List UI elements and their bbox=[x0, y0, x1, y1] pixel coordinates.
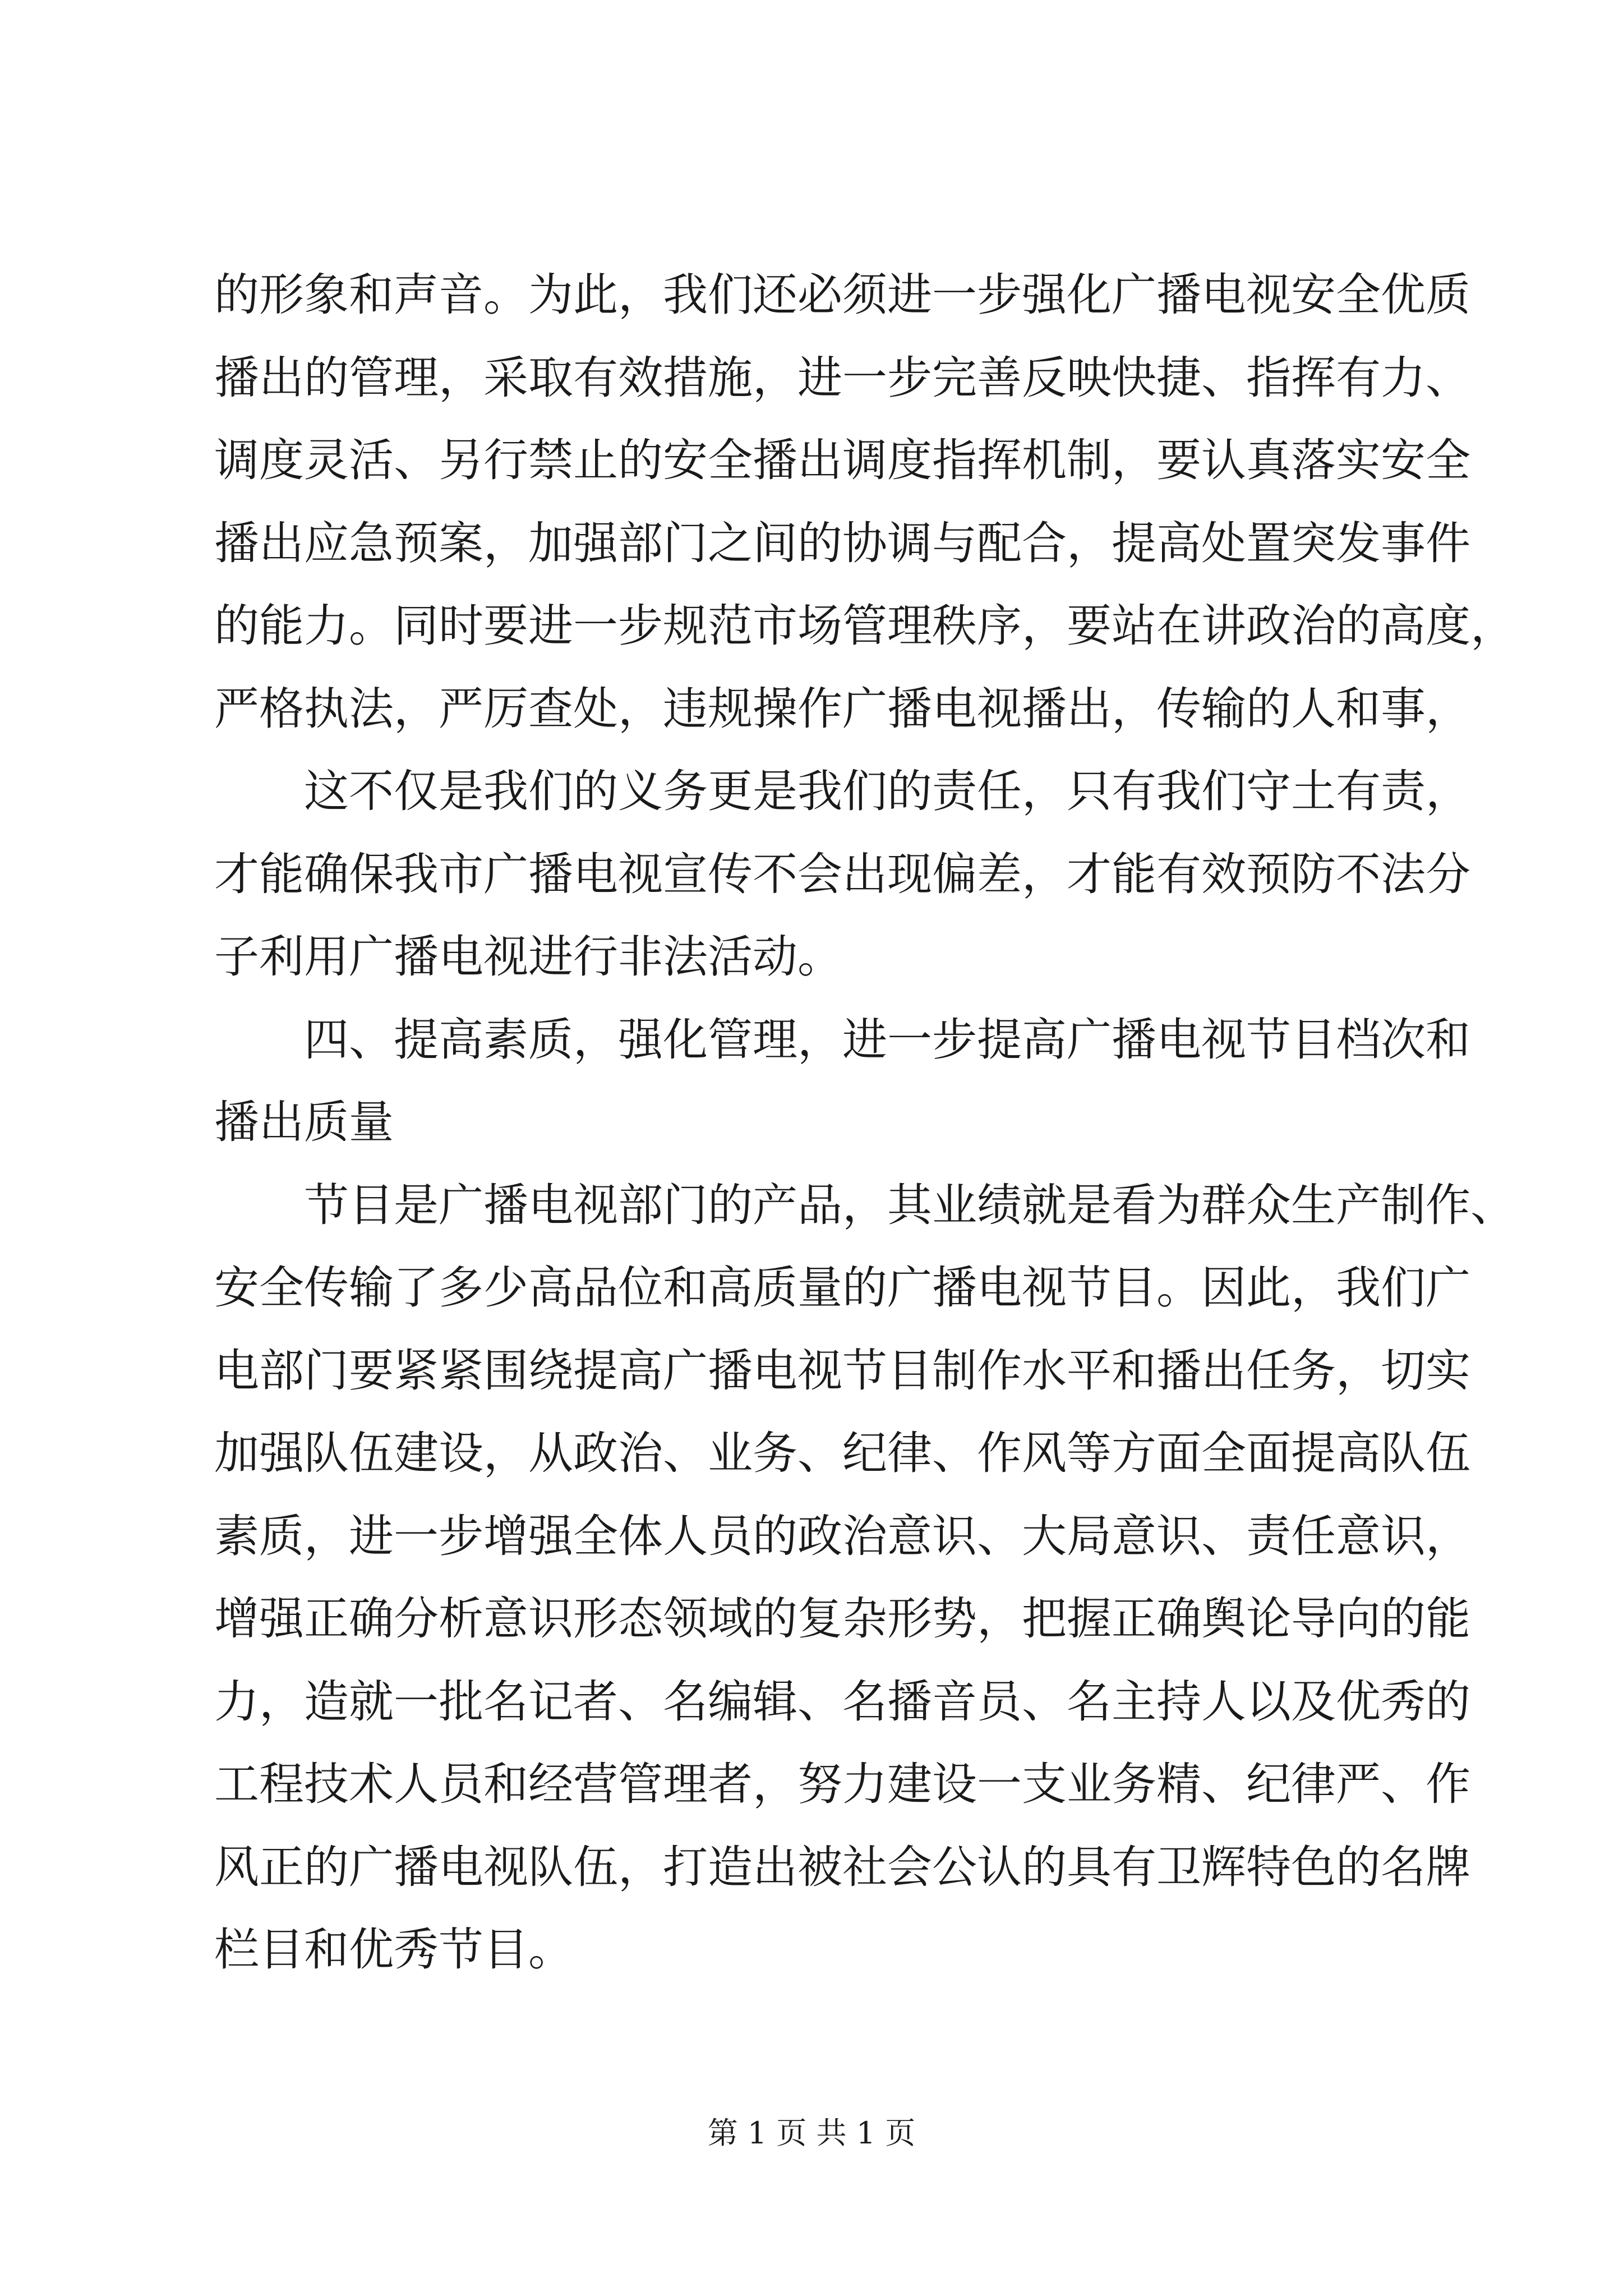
text-line: 安全传输了多少高品位和高质量的广播电视节目。因此，我们广 bbox=[214, 1262, 1470, 1314]
document-body bbox=[214, 254, 1515, 1991]
text-line: 严格执法，严厉查处，违规操作广播电视播出，传输的人和事， bbox=[214, 682, 1470, 735]
text-line: 才能确保我市广播电视宣传不会出现偏差，才能有效预防不法分 bbox=[214, 848, 1470, 900]
text-line: 加强队伍建设，从政治、业务、纪律、作风等方面全面提高队伍 bbox=[214, 1427, 1470, 1479]
text-line: 播出应急预案，加强部门之间的协调与配合，提高处置突发事件 bbox=[214, 517, 1470, 569]
text-line: 播出的管理，采取有效措施，进一步完善反映快捷、指挥有力、 bbox=[214, 351, 1470, 404]
text-line: 增强正确分析意识形态领域的复杂形势，把握正确舆论导向的能 bbox=[214, 1593, 1470, 1645]
text-line: 节目是广播电视部门的产品，其业绩就是看为群众生产制作、 bbox=[304, 1179, 1515, 1231]
text-line: 调度灵活、另行禁止的安全播出调度指挥机制，要认真落实安全 bbox=[214, 434, 1470, 486]
text-line: 栏目和优秀节目。 bbox=[214, 1924, 573, 1976]
text-line: 力，造就一批名记者、名编辑、名播音员、名主持人以及优秀的 bbox=[214, 1675, 1470, 1728]
text-line: 风正的广播电视队伍，打造出被社会公认的具有卫辉特色的名牌 bbox=[214, 1841, 1470, 1893]
text-line: 的能力。同时要进一步规范市场管理秩序，要站在讲政治的高度， bbox=[214, 600, 1515, 652]
text-line: 这不仅是我们的义务更是我们的责任，只有我们守土有责， bbox=[304, 765, 1470, 817]
text-line: 素质，进一步增强全体人员的政治意识、大局意识、责任意识， bbox=[214, 1510, 1470, 1562]
text-line: 电部门要紧紧围绕提高广播电视节目制作水平和播出任务，切实 bbox=[214, 1344, 1470, 1397]
text-line: 工程技术人员和经营管理者，努力建设一支业务精、纪律严、作 bbox=[214, 1758, 1470, 1810]
text-line: 子利用广播电视进行非法活动。 bbox=[214, 931, 842, 983]
text-line: 四、提高素质，强化管理，进一步提高广播电视节目档次和 bbox=[304, 1013, 1470, 1066]
text-line: 播出质量 bbox=[214, 1096, 394, 1148]
page-footer: 第 1 页 共 1 页 bbox=[707, 2115, 916, 2151]
text-line: 的形象和声音。为此，我们还必须进一步强化广播电视安全优质 bbox=[214, 269, 1470, 321]
